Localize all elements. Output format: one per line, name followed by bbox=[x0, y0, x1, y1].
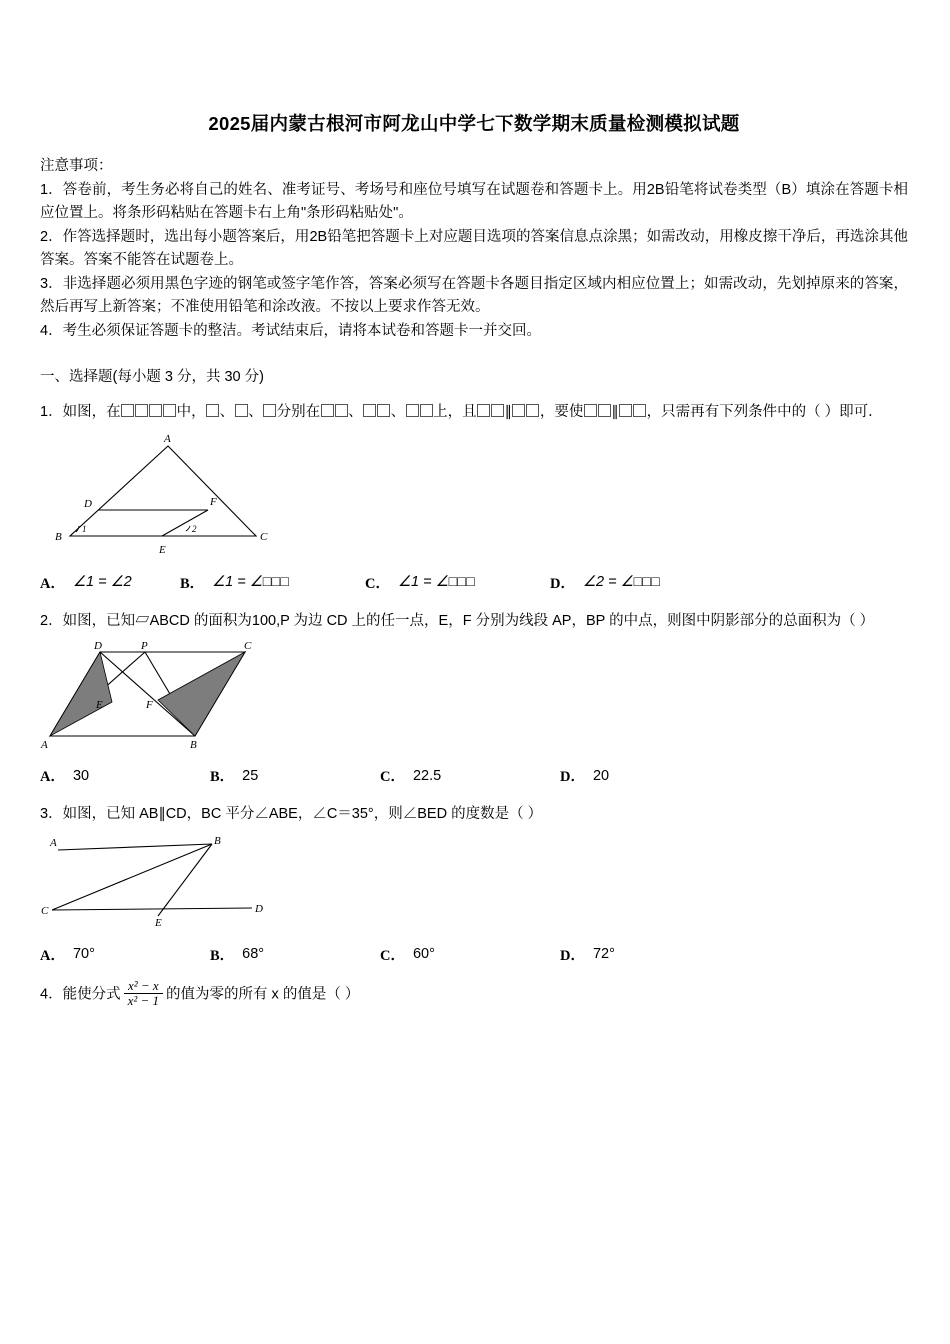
choice-D[interactable] bbox=[560, 765, 609, 786]
section-heading-choice: 一、选择题(每小题 3 分，共 30 分) bbox=[40, 369, 264, 386]
page-title: 2025届内蒙古根河市阿龙山中学七下数学期末质量检测模拟试题 bbox=[208, 113, 740, 134]
choice-A-text: 30 bbox=[72, 767, 90, 784]
svg-text:F: F bbox=[210, 495, 217, 508]
question-4-before: 能使分式 bbox=[62, 985, 121, 1002]
choice-B-text: 68° bbox=[242, 946, 265, 963]
q1-part-9: ，要使 bbox=[539, 404, 584, 421]
placeholder-box-icon bbox=[163, 404, 176, 417]
choice-B-label: B． bbox=[210, 947, 235, 964]
choice-D[interactable] bbox=[560, 944, 615, 965]
choice-B[interactable] bbox=[210, 765, 380, 786]
question-1-number: 1． bbox=[40, 404, 63, 421]
placeholder-box-icon bbox=[584, 404, 597, 417]
question-2-figure bbox=[40, 640, 908, 755]
choice-D-text: ∠2 = ∠□□□ bbox=[582, 574, 660, 591]
choice-B-label: B． bbox=[210, 769, 235, 786]
fraction-numerator: x² − x bbox=[127, 977, 159, 993]
question-2-number: 2． bbox=[40, 612, 63, 629]
svg-text:1: 1 bbox=[82, 523, 87, 534]
svg-text:D: D bbox=[255, 902, 263, 915]
choice-C[interactable] bbox=[380, 944, 560, 965]
choice-D-label: D． bbox=[560, 947, 585, 964]
question-4-number: 4． bbox=[40, 985, 63, 1002]
notice-item-2: 2．作答选择题时，选出每小题答案后，用2B铅笔把答题卡上对应题目选项的答案信息点涂黑；如需改动，用橡皮擦干净后，再选涂其他答案。答案不能答在试题卷上。 bbox=[40, 228, 908, 269]
placeholder-box-icon bbox=[377, 404, 390, 417]
choice-A[interactable] bbox=[40, 572, 180, 593]
notice-item-4: 4．考生必须保证答题卡的整洁。考试结束后，请将本试卷和答题卡一并交回。 bbox=[40, 322, 542, 339]
notice-item-1: 1．答卷前，考生务必将自己的姓名、准考证号、考场号和座位号填写在试题卷和答题卡上。用2B铅笔将试卷类型（B）填涂在答题卡相应位置上。将条形码粘贴在答题卡右上角"条形码粘贴处"。 bbox=[40, 182, 908, 222]
choice-B-label: B． bbox=[180, 575, 205, 592]
question-1-figure bbox=[40, 432, 908, 562]
placeholder-box-icon bbox=[135, 404, 148, 417]
question-1-choices bbox=[40, 572, 908, 593]
svg-text:A: A bbox=[50, 836, 57, 849]
placeholder-box-icon bbox=[235, 404, 248, 417]
notice-item-3: 3．非选择题必须用黑色字迹的钢笔或签字笔作答，答案必须写在答题卡各题目指定区域内相应位置上；如需改动，先划掉原来的答案，然后再写上新答案；不准使用铅笔和涂改液。不按以上要求作答无效。 bbox=[40, 275, 908, 316]
placeholder-box-icon bbox=[206, 404, 219, 417]
choice-A-label: A． bbox=[40, 575, 65, 592]
placeholder-box-icon bbox=[263, 404, 276, 417]
fraction bbox=[124, 979, 163, 1010]
question-2-text bbox=[40, 609, 908, 634]
choice-A-text: 70° bbox=[72, 946, 95, 963]
question-2-choices bbox=[40, 765, 908, 786]
choice-C[interactable] bbox=[365, 572, 550, 593]
question-3-text bbox=[40, 802, 908, 827]
svg-text:A: A bbox=[41, 739, 48, 752]
svg-text:E: E bbox=[159, 543, 166, 556]
svg-text:B: B bbox=[214, 834, 221, 847]
fraction-denominator: x² − 1 bbox=[124, 993, 163, 1009]
choice-C[interactable] bbox=[380, 765, 560, 786]
choice-B[interactable] bbox=[210, 944, 380, 965]
placeholder-box-icon bbox=[598, 404, 611, 417]
choice-C-text: 22.5 bbox=[412, 767, 442, 784]
svg-text:D: D bbox=[84, 497, 92, 510]
svg-text:B: B bbox=[55, 530, 62, 543]
q1-part-4: 分别在 bbox=[276, 404, 321, 421]
svg-text:C: C bbox=[260, 530, 268, 543]
question-1-text bbox=[40, 400, 908, 425]
q1-part-2: 、 bbox=[219, 404, 235, 421]
svg-text:2: 2 bbox=[192, 523, 197, 534]
choice-C-text: ∠1 = ∠□□□ bbox=[397, 574, 475, 591]
placeholder-box-icon bbox=[526, 404, 539, 417]
placeholder-box-icon bbox=[420, 404, 433, 417]
choice-D-text: 20 bbox=[592, 767, 610, 784]
choice-B[interactable] bbox=[180, 572, 365, 593]
svg-text:E: E bbox=[96, 699, 103, 712]
question-4-text bbox=[40, 979, 908, 1010]
svg-text:F: F bbox=[146, 699, 153, 712]
placeholder-box-icon bbox=[512, 404, 525, 417]
svg-text:P: P bbox=[141, 640, 148, 653]
choice-A[interactable] bbox=[40, 944, 210, 965]
choice-D-text: 72° bbox=[592, 946, 615, 963]
question-2-body: 如图，已知▱ABCD 的面积为100,P 为边 CD 上的任一点，E，F 分别为线段 AP，BP 的中点，则图中阴影部分的总面积为（ ） bbox=[62, 612, 875, 629]
question-4-after: 的值为零的所有 x 的值是（ ） bbox=[166, 985, 360, 1002]
question-3-body: 如图，已知 AB∥CD，BC 平分∠ABE，∠C＝35°，则∠BED 的度数是（ ） bbox=[62, 806, 543, 823]
placeholder-box-icon bbox=[619, 404, 632, 417]
question-3-figure bbox=[40, 834, 908, 934]
placeholder-box-icon bbox=[149, 404, 162, 417]
svg-text:E: E bbox=[155, 916, 162, 929]
placeholder-box-icon bbox=[477, 404, 490, 417]
choice-B-text: 25 bbox=[242, 767, 259, 784]
choice-D-label: D． bbox=[550, 575, 575, 592]
q1-part-0: 如图，在 bbox=[62, 404, 121, 421]
choice-C-label: C． bbox=[380, 769, 405, 786]
svg-text:C: C bbox=[244, 640, 252, 653]
q1-part-6: 、 bbox=[390, 404, 406, 421]
svg-text:C: C bbox=[41, 904, 49, 917]
choice-C-label: C． bbox=[380, 947, 405, 964]
q1-part-5: 、 bbox=[348, 404, 363, 421]
placeholder-box-icon bbox=[491, 404, 504, 417]
page-content bbox=[40, 110, 908, 1015]
choice-A-label: A． bbox=[40, 769, 65, 786]
placeholder-box-icon bbox=[633, 404, 646, 417]
notice-heading: 注意事项： bbox=[40, 158, 113, 174]
choice-D-label: D． bbox=[560, 769, 585, 786]
q1-part-3: 、 bbox=[248, 404, 263, 421]
placeholder-box-icon bbox=[121, 404, 134, 417]
choice-A[interactable] bbox=[40, 765, 210, 786]
choice-C-label: C． bbox=[365, 575, 390, 592]
choice-D[interactable] bbox=[550, 572, 660, 593]
choice-A-text: ∠1 = ∠2 bbox=[72, 574, 132, 591]
q1-part-11: ，只需再有下列条件中的（ ）即可． bbox=[646, 404, 883, 421]
question-3-number: 3． bbox=[40, 806, 63, 823]
svg-text:B: B bbox=[190, 739, 197, 752]
question-3-choices bbox=[40, 944, 908, 965]
placeholder-box-icon bbox=[406, 404, 419, 417]
choice-A-label: A． bbox=[40, 947, 65, 964]
svg-text:D: D bbox=[94, 640, 102, 653]
placeholder-box-icon bbox=[335, 404, 348, 417]
q1-part-7: 上，且 bbox=[433, 404, 477, 421]
q1-part-1: 中， bbox=[176, 404, 206, 421]
choice-C-text: 60° bbox=[412, 946, 435, 963]
placeholder-box-icon bbox=[363, 404, 376, 417]
svg-text:A: A bbox=[164, 432, 171, 445]
choice-B-text: ∠1 = ∠□□□ bbox=[212, 574, 290, 591]
placeholder-box-icon bbox=[321, 404, 334, 417]
q1-part-8: ∥ bbox=[504, 404, 512, 421]
q1-part-10: ∥ bbox=[611, 404, 619, 421]
